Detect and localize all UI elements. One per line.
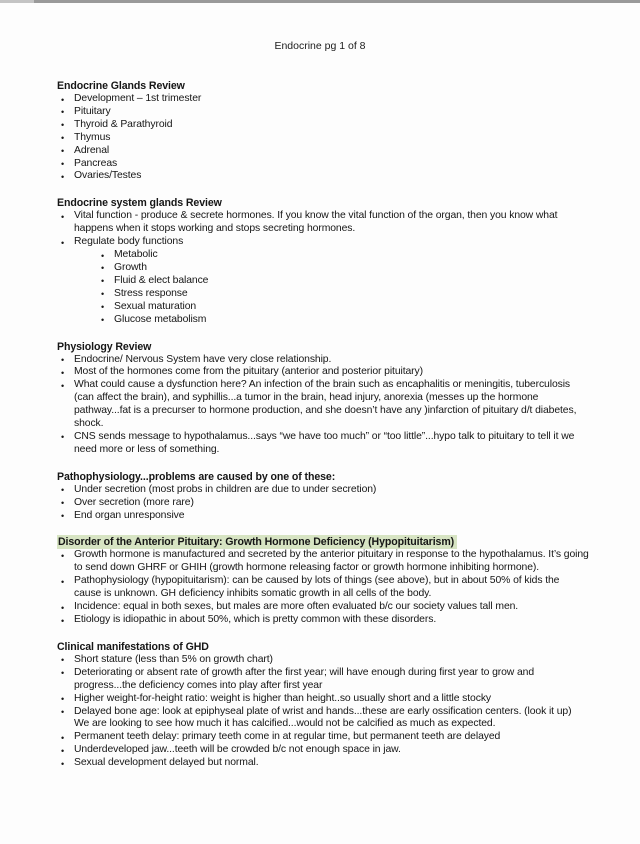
section-heading-text: Physiology Review	[57, 340, 152, 353]
bullet-icon: •	[61, 146, 65, 157]
list-item-text: Vital function - produce & secrete hormones. If you know the vital function of the organ, then you know what happens when it stops working and stops secreting hormones.	[74, 210, 558, 235]
top-bar-left-segment	[0, 0, 34, 3]
list-item	[57, 510, 589, 523]
list-item-text: Thymus	[74, 131, 111, 143]
bullet-icon: •	[101, 250, 105, 261]
bullet-icon: •	[61, 511, 65, 522]
document-content	[57, 80, 589, 770]
list-item	[97, 301, 589, 314]
list-item	[57, 431, 589, 457]
list-item	[57, 744, 589, 757]
bullet-icon: •	[61, 668, 65, 679]
bullet-icon: •	[61, 732, 65, 743]
bullet-icon: •	[61, 498, 65, 509]
list-item	[57, 210, 589, 236]
list-item-text: Short stature (less than 5% on growth chart)	[74, 653, 273, 665]
bullet-icon: •	[61, 550, 65, 561]
document-section	[57, 471, 589, 523]
list-item-text: Thyroid & Parathyroid	[74, 118, 173, 130]
list-item	[57, 654, 589, 667]
bullet-icon: •	[61, 237, 65, 248]
list-item-text: Permanent teeth delay: primary teeth come in at regular time, but permanent teeth are delayed	[74, 731, 501, 743]
document-section	[57, 641, 589, 770]
bullet-icon: •	[61, 159, 65, 170]
list-item	[57, 706, 589, 732]
list-item	[57, 379, 589, 431]
list-item-text: Deteriorating or absent rate of growth after the first year; will have enough during first year to grow and progress...the deficiency comes into play after first year	[74, 666, 535, 691]
list-item-text: Ovaries/Testes	[74, 170, 142, 182]
list-item	[57, 236, 589, 249]
list-item	[57, 106, 589, 119]
list-item-text: Pathophysiology (hypopituitarism): can be caused by lots of things (see above), but in about 50% of kids the cause is unknown. GH deficiency inhibits somatic growth in all cells of the body.	[74, 575, 560, 600]
list-item	[57, 170, 589, 183]
list-item-text: CNS sends message to hypothalamus...says “we have too much” or “too little”...hypo talk to pituitary to tell it we need more or less of something.	[74, 430, 575, 455]
list-item	[97, 275, 589, 288]
list-item-text: Higher weight-for-height ratio: weight is higher than height..so usually short and a little stocky	[74, 692, 492, 704]
section-heading	[57, 471, 589, 484]
list-item-text: Adrenal	[74, 144, 110, 156]
bullet-icon: •	[61, 133, 65, 144]
document-section	[57, 536, 589, 626]
list-item-text: Sexual development delayed but normal.	[74, 757, 259, 769]
list-item	[57, 757, 589, 770]
list-item-text: Regulate body functions	[74, 236, 184, 248]
list-item-text: Sexual maturation	[114, 300, 197, 312]
list-item-text: Fluid & elect balance	[114, 274, 209, 286]
list-item-text: Metabolic	[114, 249, 158, 261]
list-item-text: Development – 1st trimester	[74, 93, 202, 104]
bullet-icon: •	[61, 485, 65, 496]
list-item-text: Etiology is idiopathic in about 50%, which is pretty common with these disorders.	[74, 614, 437, 625]
section-heading-text: Clinical manifestations of GHD	[57, 640, 209, 653]
bullet-icon: •	[61, 576, 65, 587]
bullet-icon: •	[101, 289, 105, 300]
list-item	[57, 484, 589, 497]
list-item	[97, 314, 589, 327]
list-item	[57, 158, 589, 171]
section-heading	[57, 341, 589, 354]
list-item	[57, 575, 589, 601]
bullet-icon: •	[61, 380, 65, 391]
list-item-text: Incidence: equal in both sexes, but males are more often evaluated b/c our society values tall men.	[74, 601, 519, 613]
list-item	[57, 132, 589, 145]
top-bar	[0, 0, 640, 3]
bullet-icon: •	[61, 120, 65, 131]
list-item-text: Endocrine/ Nervous System have very close relationship.	[74, 353, 332, 365]
section-heading-text: Endocrine Glands Review	[57, 80, 185, 92]
list-item	[57, 601, 589, 614]
bullet-icon: •	[61, 432, 65, 443]
list-item-text: Growth hormone is manufactured and secreted by the anterior pituitary in response to the hypothalamus. It’s going to send down GHRF or GHIH (growth hormone releasing factor or growth hormone inhibiting hormone).	[74, 549, 589, 574]
list-item	[57, 119, 589, 132]
list-item-text: Delayed bone age: look at epiphyseal plate of wrist and hands...these are early ossification centers. (look it up) We are looking to see how much it has calcified...would not be calcified as much as expected.	[74, 705, 572, 730]
list-item	[97, 262, 589, 275]
list-item	[57, 145, 589, 158]
list-item-text: Pancreas	[74, 157, 118, 169]
bullet-list	[57, 93, 589, 183]
section-heading	[57, 536, 589, 549]
list-item	[57, 93, 589, 106]
list-item	[57, 366, 589, 379]
list-item-text: What could cause a dysfunction here? An infection of the brain such as encaphalitis or meningitis, tuberculosis (can affect the brain), and syphillis...a tumor in the brain, head injury, anorexia (messes up the hormone pathway...fat is a precurser to hormone production, and she doesn’t have any )infarction of pituitary d/t diabetes, shock.	[74, 379, 577, 430]
bullet-icon: •	[61, 758, 65, 769]
document-section	[57, 197, 589, 326]
section-heading-text: Endocrine system glands Review	[57, 197, 222, 210]
list-item-text: Pituitary	[74, 105, 111, 117]
list-item	[57, 693, 589, 706]
bullet-icon: •	[101, 302, 105, 313]
list-item-text: Over secretion (more rare)	[74, 496, 194, 508]
section-heading-text: Disorder of the Anterior Pituitary: Growth Hormone Deficiency (Hypopituitarism)	[57, 535, 457, 549]
bullet-icon: •	[61, 615, 65, 626]
list-item	[57, 497, 589, 510]
list-item	[57, 549, 589, 575]
bullet-icon: •	[101, 263, 105, 274]
section-heading	[57, 197, 589, 210]
list-item-text: Under secretion (most probs in children are due to under secretion)	[74, 483, 377, 495]
bullet-icon: •	[61, 694, 65, 705]
bullet-icon: •	[61, 745, 65, 756]
list-item-text: Growth	[114, 261, 147, 273]
section-heading	[57, 80, 589, 93]
section-heading	[57, 641, 589, 654]
bullet-icon: •	[61, 355, 65, 365]
list-item	[57, 731, 589, 744]
list-item	[97, 288, 589, 301]
list-item-text: End organ unresponsive	[74, 509, 185, 521]
bullet-list	[57, 549, 589, 626]
bullet-list	[57, 354, 589, 457]
bullet-icon: •	[61, 107, 65, 118]
list-item	[97, 249, 589, 262]
document-section	[57, 341, 589, 457]
list-item-text: Stress response	[114, 287, 188, 299]
bullet-icon: •	[101, 276, 105, 287]
list-item	[57, 614, 589, 627]
bullet-list	[57, 484, 589, 523]
bullet-list	[57, 654, 589, 770]
bullet-icon: •	[61, 655, 65, 666]
bullet-icon: •	[61, 171, 65, 182]
document-section	[57, 80, 589, 183]
list-item	[57, 354, 589, 367]
bullet-icon: •	[61, 211, 65, 222]
list-item-text: Glucose metabolism	[114, 313, 207, 325]
bullet-icon: •	[61, 94, 65, 105]
bullet-icon: •	[61, 707, 65, 718]
page-header-title: Endocrine pg 1 of 8	[274, 40, 366, 52]
bullet-list	[57, 210, 589, 326]
list-item-text: Underdeveloped jaw...teeth will be crowded b/c not enough space in jaw.	[74, 744, 401, 756]
bullet-icon: •	[61, 602, 65, 613]
list-item-text: Most of the hormones come from the pituitary (anterior and posterior pituitary)	[74, 366, 423, 378]
section-heading-text: Pathophysiology...problems are caused by one of these:	[57, 470, 336, 483]
bullet-icon: •	[61, 367, 65, 378]
bullet-icon: •	[101, 315, 105, 326]
list-item	[57, 667, 589, 693]
